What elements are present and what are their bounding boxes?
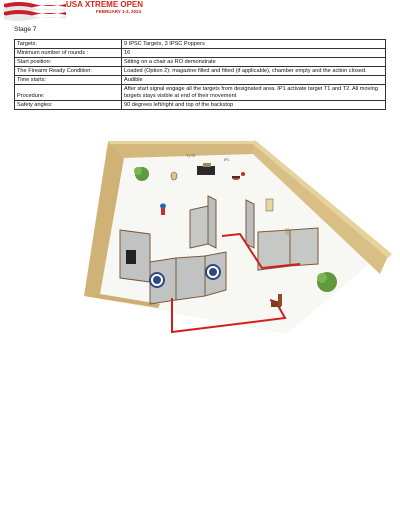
stage-diagram <box>80 138 392 338</box>
row-value: 9 IPSC Targets, 3 IPSC Poppers <box>122 40 386 49</box>
table-row <box>15 58 386 67</box>
row-value: After start signal engage all the targets from designated area. IP1 activate target T1 and T2. All moving targets stays visible at end of their movement <box>122 85 386 101</box>
row-label: Minimum number of rounds : <box>15 49 122 58</box>
row-value: Loaded (Option 2): magazine filled and fitted (if applicable), chamber empty and the action closed. <box>122 67 386 76</box>
table-row <box>15 40 386 49</box>
row-value: Audible <box>122 76 386 85</box>
table-row <box>15 85 386 101</box>
logo-date: FEBRUARY 1-3, 2024 <box>96 9 142 14</box>
row-label: Time starts: <box>15 76 122 85</box>
row-label: The Firearm Ready Condition: <box>15 67 122 76</box>
event-logo <box>4 0 144 22</box>
row-label: Start position: <box>15 58 122 67</box>
stage-info-table <box>14 39 386 110</box>
table-row <box>15 67 386 76</box>
row-value: Sitting on a chair as RO demonstrate <box>122 58 386 67</box>
table-row <box>15 101 386 110</box>
stage-title: Stage 7 <box>14 26 37 33</box>
barrel-icon <box>126 250 136 264</box>
ipsc-target-icon <box>205 264 221 280</box>
row-value: 90 degrees left/right and top of the backstop <box>122 101 386 110</box>
table-row <box>15 76 386 85</box>
diagram-label-ip1: IP1 <box>224 158 230 162</box>
diagram-label-t1-t2: T1,T2 <box>186 154 196 158</box>
row-label: Procedure: <box>15 85 122 101</box>
row-label: Safety angles: <box>15 101 122 110</box>
row-value: 16 <box>122 49 386 58</box>
ipsc-target-icon <box>149 272 165 288</box>
table-row <box>15 49 386 58</box>
flag-logo-icon <box>4 0 66 22</box>
target-icon <box>266 199 273 211</box>
row-label: Targets: <box>15 40 122 49</box>
logo-title: USA XTREME OPEN <box>66 0 144 9</box>
